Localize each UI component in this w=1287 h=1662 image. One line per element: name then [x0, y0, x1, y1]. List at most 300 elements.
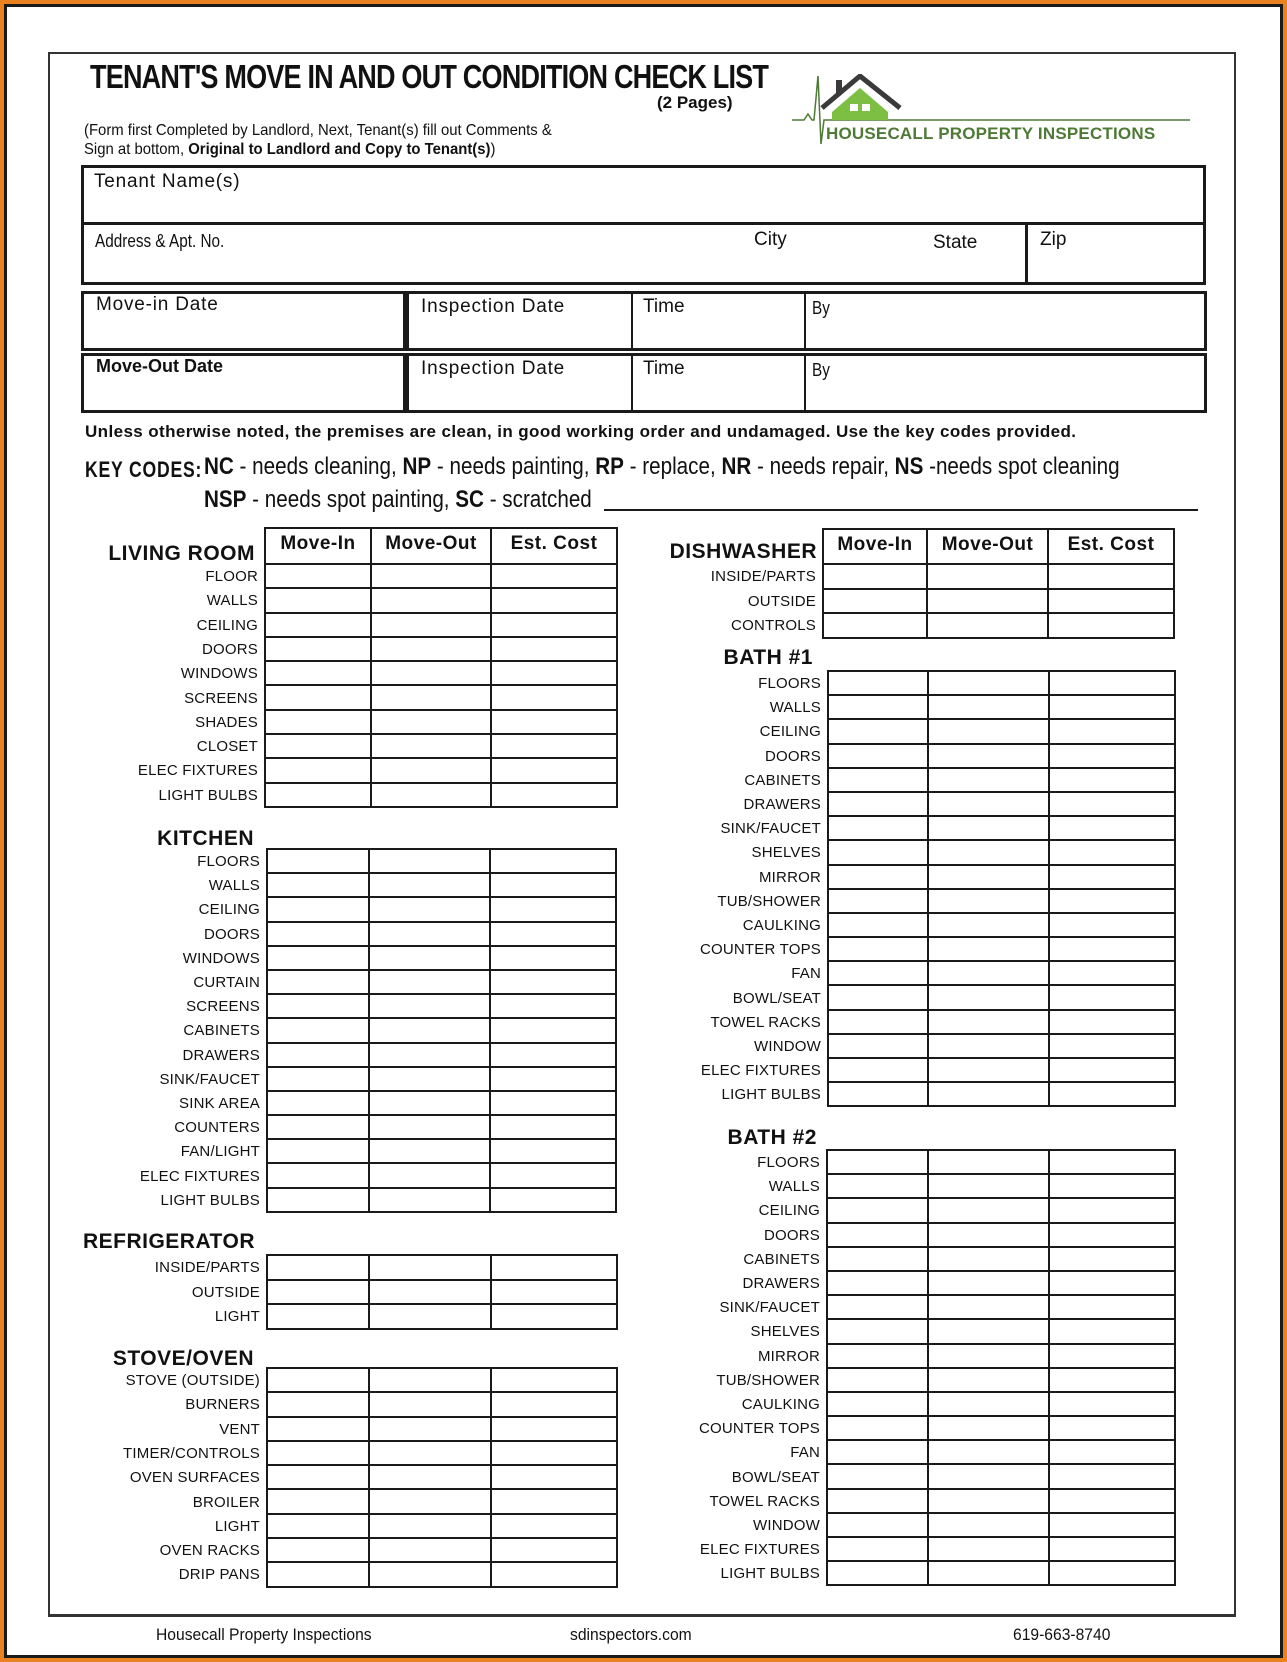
item-label: DOORS — [763, 1226, 820, 1244]
move-in-cell[interactable] — [828, 816, 928, 840]
item-label: CABINETS — [744, 771, 821, 789]
est-cost-cell[interactable] — [490, 970, 616, 994]
move-in-cell[interactable] — [827, 1513, 928, 1537]
est-cost-cell[interactable] — [1049, 671, 1175, 695]
move-out-cell[interactable] — [928, 1489, 1049, 1513]
move-in-cell[interactable] — [828, 1034, 928, 1058]
move-in-cell[interactable] — [827, 1344, 928, 1368]
move-out-cell[interactable] — [928, 840, 1049, 864]
est-cost-cell[interactable] — [1049, 1271, 1175, 1295]
move-out-cell[interactable] — [369, 946, 490, 970]
move-in-cell[interactable] — [827, 1247, 928, 1271]
est-cost-cell[interactable] — [490, 897, 616, 921]
table-row — [827, 1440, 1175, 1464]
item-label: WALLS — [768, 1178, 820, 1196]
move-out-cell[interactable] — [928, 816, 1049, 840]
est-cost-cell[interactable] — [491, 1441, 617, 1465]
est-cost-cell[interactable] — [1049, 1319, 1175, 1343]
move-out-cell[interactable] — [928, 1295, 1049, 1319]
item-label: CLOSET — [196, 738, 258, 756]
est-cost-cell[interactable] — [1049, 889, 1175, 913]
table-row — [828, 1010, 1175, 1034]
est-cost-cell[interactable] — [1048, 589, 1174, 614]
column-header-move-out: Move-Out — [371, 528, 491, 564]
move-out-cell[interactable] — [371, 685, 491, 709]
est-cost-cell[interactable] — [491, 1417, 617, 1441]
move-out-cell[interactable] — [928, 1513, 1049, 1537]
move-out-cell[interactable] — [927, 613, 1048, 638]
est-cost-cell[interactable] — [1049, 961, 1175, 985]
table-row — [828, 695, 1175, 719]
move-in-cell[interactable] — [267, 1115, 369, 1139]
est-cost-cell[interactable] — [1049, 1368, 1175, 1392]
move-in-cell[interactable] — [267, 1043, 369, 1067]
est-cost-cell[interactable] — [491, 564, 617, 588]
table-row — [267, 1514, 617, 1538]
item-label: WALLS — [769, 699, 821, 717]
item-label: LIGHT — [214, 1517, 260, 1535]
move-out-time-field[interactable]: Time — [643, 358, 685, 379]
move-in-cell[interactable] — [828, 961, 928, 985]
est-cost-cell[interactable] — [1049, 840, 1175, 864]
move-out-cell[interactable] — [928, 1223, 1049, 1247]
est-cost-cell[interactable] — [490, 849, 616, 873]
move-in-cell[interactable] — [265, 613, 371, 637]
move-out-cell[interactable] — [369, 970, 490, 994]
move-in-cell[interactable] — [828, 792, 928, 816]
move-out-cell[interactable] — [928, 961, 1049, 985]
move-out-cell[interactable] — [928, 695, 1049, 719]
table-row — [267, 1188, 616, 1212]
move-out-cell[interactable] — [927, 589, 1048, 614]
table-row — [827, 1271, 1175, 1295]
move-out-cell[interactable] — [928, 1082, 1049, 1106]
checklist-table-refrigerator — [266, 1254, 618, 1330]
move-in-cell[interactable] — [265, 588, 371, 612]
move-out-cell[interactable] — [369, 873, 490, 897]
move-out-cell[interactable] — [928, 1034, 1049, 1058]
move-out-cell[interactable] — [928, 985, 1049, 1009]
move-out-cell[interactable] — [371, 710, 491, 734]
est-cost-cell[interactable] — [1049, 865, 1175, 889]
checklist-table-kitchen — [266, 848, 617, 1213]
table-row — [267, 1091, 616, 1115]
est-cost-cell[interactable] — [1049, 1464, 1175, 1488]
table-row — [827, 1416, 1175, 1440]
move-out-cell[interactable] — [928, 1416, 1049, 1440]
est-cost-cell[interactable] — [491, 1304, 617, 1329]
move-out-cell[interactable] — [369, 1188, 490, 1212]
move-out-cell[interactable] — [369, 1163, 490, 1187]
move-in-cell[interactable] — [267, 1188, 369, 1212]
est-cost-cell[interactable] — [490, 1188, 616, 1212]
move-in-cell[interactable] — [827, 1416, 928, 1440]
est-cost-cell[interactable] — [1049, 1034, 1175, 1058]
move-out-cell[interactable] — [371, 564, 491, 588]
item-label: ELEC FIXTURES — [139, 1167, 260, 1185]
est-cost-cell[interactable] — [490, 1043, 616, 1067]
move-out-cell[interactable] — [369, 1018, 490, 1042]
move-in-cell[interactable] — [823, 589, 927, 614]
item-label: CEILING — [198, 901, 260, 919]
zip-field[interactable]: Zip — [1040, 229, 1067, 250]
move-in-cell[interactable] — [267, 994, 369, 1018]
move-out-cell[interactable] — [371, 613, 491, 637]
est-cost-cell[interactable] — [1049, 985, 1175, 1009]
checklist-table-stove-oven — [266, 1367, 618, 1588]
move-in-cell[interactable] — [823, 613, 927, 638]
est-cost-cell[interactable] — [1049, 1150, 1175, 1174]
item-label: BROILER — [192, 1493, 260, 1511]
move-out-cell[interactable] — [369, 1139, 490, 1163]
move-out-cell[interactable] — [928, 1058, 1049, 1082]
move-in-cell[interactable] — [267, 1280, 369, 1305]
move-out-cell[interactable] — [928, 1537, 1049, 1561]
move-out-cell[interactable] — [369, 1368, 491, 1392]
move-in-cell[interactable] — [267, 1538, 369, 1562]
est-cost-cell[interactable] — [491, 1280, 617, 1305]
est-cost-cell[interactable] — [1049, 695, 1175, 719]
table-row — [828, 719, 1175, 743]
move-in-cell[interactable] — [827, 1295, 928, 1319]
est-cost-cell[interactable] — [491, 1489, 617, 1513]
est-cost-cell[interactable] — [490, 922, 616, 946]
est-cost-cell[interactable] — [491, 661, 617, 685]
est-cost-cell[interactable] — [491, 710, 617, 734]
move-out-cell[interactable] — [369, 1465, 491, 1489]
est-cost-cell[interactable] — [490, 1018, 616, 1042]
move-in-cell[interactable] — [827, 1198, 928, 1222]
est-cost-cell[interactable] — [491, 1255, 617, 1280]
item-label: DRAWERS — [182, 1046, 260, 1064]
divider — [804, 291, 806, 351]
est-cost-cell[interactable] — [1049, 1295, 1175, 1319]
move-in-cell[interactable] — [828, 671, 928, 695]
table-row — [267, 1255, 617, 1280]
table-row — [827, 1368, 1175, 1392]
move-in-cell[interactable] — [828, 768, 928, 792]
move-out-cell[interactable] — [369, 1115, 490, 1139]
move-out-cell[interactable] — [928, 1344, 1049, 1368]
move-out-cell[interactable] — [928, 1319, 1049, 1343]
item-label: BOWL/SEAT — [732, 989, 821, 1007]
est-cost-cell[interactable] — [491, 637, 617, 661]
move-in-cell[interactable] — [828, 865, 928, 889]
move-in-cell[interactable] — [827, 1223, 928, 1247]
move-out-cell[interactable] — [928, 671, 1049, 695]
move-in-cell[interactable] — [823, 564, 927, 589]
table-row — [267, 1489, 617, 1513]
est-cost-cell[interactable] — [1049, 792, 1175, 816]
est-cost-cell[interactable] — [491, 1538, 617, 1562]
move-out-cell[interactable] — [369, 922, 490, 946]
move-out-cell[interactable] — [928, 889, 1049, 913]
move-out-cell[interactable] — [928, 1247, 1049, 1271]
move-out-cell[interactable] — [369, 1067, 490, 1091]
est-cost-cell[interactable] — [490, 1091, 616, 1115]
move-in-cell[interactable] — [828, 937, 928, 961]
move-out-cell[interactable] — [369, 1489, 491, 1513]
move-in-cell[interactable] — [828, 840, 928, 864]
column-header-move-in: Move-In — [265, 528, 371, 564]
move-in-cell[interactable] — [267, 1255, 369, 1280]
est-cost-cell[interactable] — [490, 1067, 616, 1091]
item-label: DRAWERS — [742, 1275, 820, 1292]
move-in-time-field[interactable]: Time — [643, 296, 685, 317]
item-label: SCREENS — [184, 689, 258, 707]
est-cost-cell[interactable] — [1049, 1344, 1175, 1368]
column-header-move-out: Move-Out — [927, 529, 1048, 564]
est-cost-cell[interactable] — [491, 685, 617, 709]
est-cost-cell[interactable] — [1048, 613, 1174, 638]
move-in-cell[interactable] — [267, 1067, 369, 1091]
move-out-cell[interactable] — [928, 1010, 1049, 1034]
move-in-cell[interactable] — [267, 849, 369, 873]
move-out-cell[interactable] — [928, 913, 1049, 937]
move-in-cell[interactable] — [267, 970, 369, 994]
section-title-living-room: LIVING ROOM — [108, 542, 255, 565]
move-in-cell[interactable] — [827, 1464, 928, 1488]
item-label: FAN — [791, 965, 821, 983]
est-cost-cell[interactable] — [491, 783, 617, 807]
move-in-cell[interactable] — [267, 1139, 369, 1163]
move-in-cell[interactable] — [265, 734, 371, 758]
move-out-cell[interactable] — [928, 768, 1049, 792]
item-label: FAN — [790, 1444, 820, 1462]
move-in-cell[interactable] — [267, 1392, 369, 1416]
move-out-cell[interactable] — [928, 1392, 1049, 1416]
move-in-cell[interactable] — [827, 1537, 928, 1561]
est-cost-cell[interactable] — [490, 1139, 616, 1163]
move-out-cell[interactable] — [369, 1255, 491, 1280]
est-cost-cell[interactable] — [1049, 1416, 1175, 1440]
move-out-cell[interactable] — [371, 661, 491, 685]
table-row — [823, 613, 1174, 638]
est-cost-cell[interactable] — [490, 1115, 616, 1139]
est-cost-cell[interactable] — [491, 613, 617, 637]
est-cost-cell[interactable] — [491, 1392, 617, 1416]
est-cost-cell[interactable] — [491, 1465, 617, 1489]
move-in-cell[interactable] — [267, 1304, 369, 1329]
move-in-cell[interactable] — [827, 1368, 928, 1392]
est-cost-cell[interactable] — [490, 873, 616, 897]
item-label: COUNTER TOPS — [699, 941, 821, 959]
move-in-cell[interactable] — [267, 1018, 369, 1042]
est-cost-cell[interactable] — [1049, 1247, 1175, 1271]
logo-company-name: HOUSECALL PROPERTY INSPECTIONS — [826, 124, 1156, 143]
move-out-cell[interactable] — [928, 744, 1049, 768]
est-cost-cell[interactable] — [1049, 1513, 1175, 1537]
table-row — [267, 1562, 617, 1586]
move-in-cell[interactable] — [267, 1368, 369, 1392]
move-out-cell[interactable] — [928, 937, 1049, 961]
est-cost-cell[interactable] — [1049, 1082, 1175, 1106]
est-cost-cell[interactable] — [1049, 1058, 1175, 1082]
move-in-cell[interactable] — [828, 913, 928, 937]
move-in-cell[interactable] — [827, 1392, 928, 1416]
move-out-cell[interactable] — [369, 1538, 491, 1562]
move-in-cell[interactable] — [267, 1489, 369, 1513]
move-out-cell[interactable] — [928, 1464, 1049, 1488]
move-in-cell[interactable] — [267, 1091, 369, 1115]
move-in-cell[interactable] — [828, 744, 928, 768]
est-cost-cell[interactable] — [491, 1368, 617, 1392]
est-cost-cell[interactable] — [491, 1514, 617, 1538]
table-row — [267, 1067, 616, 1091]
state-field[interactable]: State — [933, 232, 978, 253]
est-cost-cell[interactable] — [1049, 816, 1175, 840]
move-out-cell[interactable] — [369, 1562, 491, 1586]
divider — [804, 353, 806, 413]
move-in-cell[interactable] — [265, 685, 371, 709]
move-out-cell[interactable] — [371, 637, 491, 661]
move-in-cell[interactable] — [267, 922, 369, 946]
move-in-cell[interactable] — [265, 710, 371, 734]
est-cost-cell[interactable] — [490, 994, 616, 1018]
move-in-cell[interactable] — [828, 719, 928, 743]
move-in-cell[interactable] — [265, 758, 371, 782]
est-cost-cell[interactable] — [1049, 1198, 1175, 1222]
page-title: TENANT'S MOVE IN AND OUT CONDITION CHECK LIST — [90, 58, 769, 95]
address-field[interactable]: Address & Apt. No. — [95, 231, 225, 251]
est-cost-cell[interactable] — [1048, 564, 1174, 589]
item-label: CABINETS — [183, 1022, 260, 1040]
item-label: CAULKING — [742, 917, 821, 934]
est-cost-cell[interactable] — [491, 588, 617, 612]
move-in-cell[interactable] — [267, 1562, 369, 1586]
move-in-cell[interactable] — [828, 695, 928, 719]
move-in-cell[interactable] — [827, 1319, 928, 1343]
table-row — [267, 1465, 617, 1489]
checklist-table-bath2 — [826, 1149, 1176, 1586]
move-out-cell[interactable] — [928, 865, 1049, 889]
move-out-cell[interactable] — [369, 1304, 491, 1329]
move-in-cell[interactable] — [265, 783, 371, 807]
move-out-cell[interactable] — [369, 1091, 490, 1115]
move-out-cell[interactable] — [371, 783, 491, 807]
column-header-est-cost: Est. Cost — [1048, 529, 1174, 564]
move-out-cell[interactable] — [928, 1440, 1049, 1464]
move-out-cell[interactable] — [371, 588, 491, 612]
move-in-cell[interactable] — [265, 564, 371, 588]
move-out-cell[interactable] — [928, 792, 1049, 816]
move-out-cell[interactable] — [369, 1441, 491, 1465]
est-cost-cell[interactable] — [1049, 1174, 1175, 1198]
move-in-cell[interactable] — [265, 637, 371, 661]
move-in-cell[interactable] — [828, 985, 928, 1009]
move-out-cell[interactable] — [928, 719, 1049, 743]
move-out-cell[interactable] — [369, 1392, 491, 1416]
table-row — [828, 671, 1175, 695]
city-field[interactable]: City — [754, 229, 787, 250]
table-row — [827, 1489, 1175, 1513]
move-in-cell[interactable] — [827, 1150, 928, 1174]
item-label: DRIP PANS — [178, 1566, 260, 1584]
est-cost-cell[interactable] — [1049, 1440, 1175, 1464]
move-out-cell[interactable] — [928, 1271, 1049, 1295]
table-row — [827, 1513, 1175, 1537]
move-out-cell[interactable] — [369, 1280, 491, 1305]
tenant-names-field[interactable]: Tenant Name(s) — [94, 171, 241, 192]
move-in-cell[interactable] — [267, 1441, 369, 1465]
move-out-by-field[interactable]: By — [812, 360, 830, 380]
move-out-cell[interactable] — [928, 1174, 1049, 1198]
item-label: DRAWERS — [743, 796, 821, 813]
move-in-cell[interactable] — [827, 1440, 928, 1464]
move-out-cell[interactable] — [369, 1514, 491, 1538]
move-out-cell[interactable] — [369, 1417, 491, 1441]
item-label: FLOORS — [758, 675, 821, 692]
est-cost-cell[interactable] — [1049, 768, 1175, 792]
move-out-cell[interactable] — [369, 897, 490, 921]
move-in-by-field[interactable]: By — [812, 298, 830, 318]
footer-website[interactable]: sdinspectors.com — [570, 1625, 692, 1644]
move-in-cell[interactable] — [827, 1271, 928, 1295]
est-cost-cell[interactable] — [1049, 1223, 1175, 1247]
item-label: WINDOWS — [180, 665, 258, 683]
est-cost-cell[interactable] — [1049, 1010, 1175, 1034]
move-out-cell[interactable] — [369, 994, 490, 1018]
move-in-cell[interactable] — [267, 897, 369, 921]
move-out-cell[interactable] — [928, 1368, 1049, 1392]
move-out-inspection-date-field[interactable]: Inspection Date — [421, 358, 566, 379]
move-in-cell[interactable] — [828, 889, 928, 913]
move-in-cell[interactable] — [828, 1058, 928, 1082]
move-in-cell[interactable] — [828, 1082, 928, 1106]
move-in-cell[interactable] — [267, 1514, 369, 1538]
move-in-cell[interactable] — [827, 1489, 928, 1513]
table-row — [267, 970, 616, 994]
est-cost-cell[interactable] — [490, 1163, 616, 1187]
est-cost-cell[interactable] — [1049, 1537, 1175, 1561]
est-cost-cell[interactable] — [1049, 1392, 1175, 1416]
move-in-cell[interactable] — [267, 873, 369, 897]
move-in-inspection-date-field[interactable]: Inspection Date — [421, 296, 566, 317]
move-out-cell[interactable] — [928, 1561, 1049, 1585]
est-cost-cell[interactable] — [490, 946, 616, 970]
instructions-line-2: Sign at bottom, Original to Landlord and Copy to Tenant(s)) — [84, 141, 496, 158]
item-label: VENT — [219, 1420, 260, 1438]
move-in-cell[interactable] — [828, 1010, 928, 1034]
move-in-cell[interactable] — [267, 1465, 369, 1489]
move-out-cell[interactable] — [371, 734, 491, 758]
item-label: WINDOW — [752, 1517, 820, 1534]
est-cost-cell[interactable] — [1049, 719, 1175, 743]
move-out-cell[interactable] — [928, 1198, 1049, 1222]
move-in-cell[interactable] — [827, 1561, 928, 1585]
est-cost-cell[interactable] — [1049, 744, 1175, 768]
move-out-cell[interactable] — [369, 1043, 490, 1067]
item-label: STOVE (OUTSIDE) — [125, 1372, 260, 1389]
est-cost-cell[interactable] — [1049, 1561, 1175, 1585]
est-cost-cell[interactable] — [491, 734, 617, 758]
move-in-cell[interactable] — [267, 1417, 369, 1441]
move-out-cell[interactable] — [927, 564, 1048, 589]
move-out-cell[interactable] — [369, 849, 490, 873]
move-in-cell[interactable] — [267, 1163, 369, 1187]
move-in-cell[interactable] — [267, 946, 369, 970]
item-label: TOWEL RACKS — [710, 1013, 821, 1031]
move-out-cell[interactable] — [928, 1150, 1049, 1174]
est-cost-cell[interactable] — [1049, 913, 1175, 937]
est-cost-cell[interactable] — [491, 758, 617, 782]
est-cost-cell[interactable] — [491, 1562, 617, 1586]
est-cost-cell[interactable] — [1049, 937, 1175, 961]
move-in-cell[interactable] — [265, 661, 371, 685]
est-cost-cell[interactable] — [1049, 1489, 1175, 1513]
move-out-cell[interactable] — [371, 758, 491, 782]
move-in-cell[interactable] — [827, 1174, 928, 1198]
